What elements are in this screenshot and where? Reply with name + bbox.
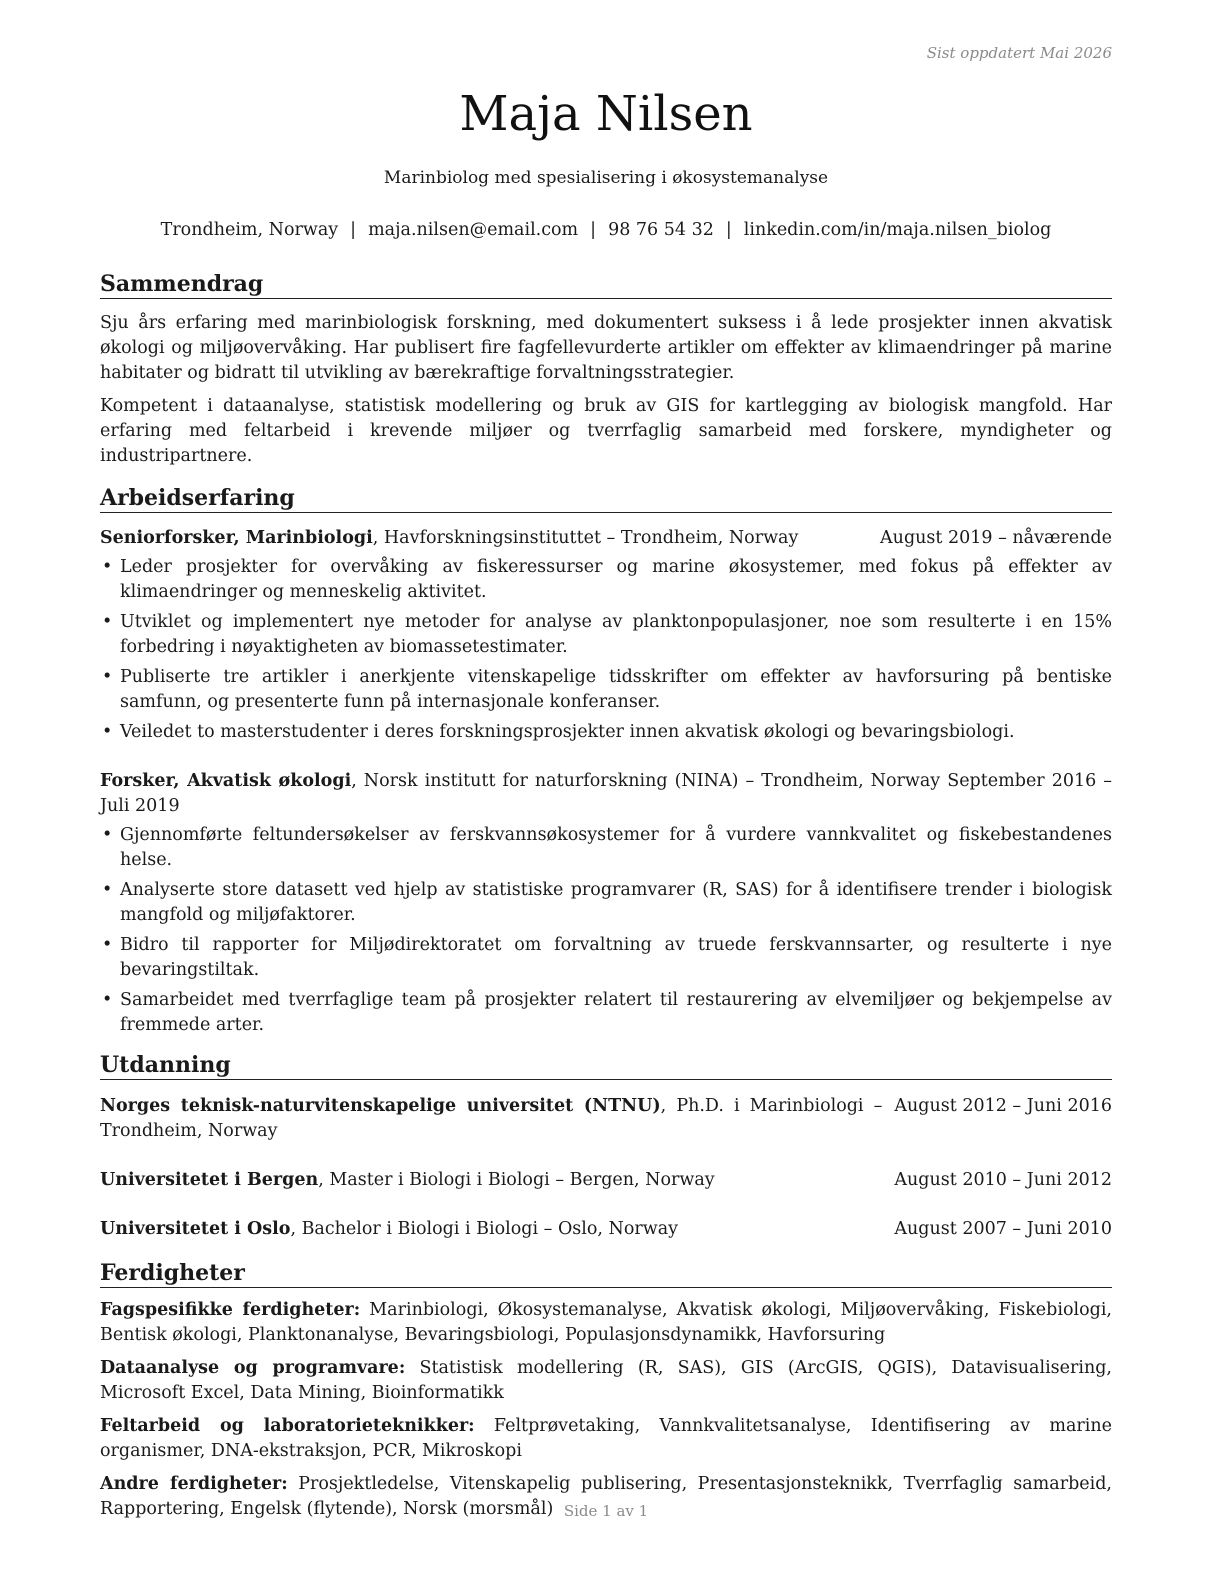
skill-group-label: Fagspesifikke ferdigheter: [100,1300,361,1320]
contact-separator: | [590,220,597,240]
contact-line [100,220,1112,240]
contact-separator: | [350,220,357,240]
summary-section [100,271,1112,469]
education-detail: , Bachelor i Biologi i Biologi – Oslo, Norway [290,1219,679,1239]
job-title-line [100,769,1112,819]
education-title-line [100,1094,894,1144]
resume-content [100,271,1112,1528]
education-school: Norges teknisk-naturvitenskapelige universitet (NTNU) [100,1096,661,1116]
education-dates: August 2012 – Juni 2016 [894,1096,1112,1116]
job-role: Seniorforsker, Marinbiologi [100,528,373,548]
list-item: • Utviklet og implementert nye metoder for analyse av planktonpopulasjoner, noe som resulterte i en 15% forbedring i nøyaktigheten av biomassetestimater. [100,610,1112,660]
skill-group-text: Marinbiologi, Økosystemanalyse, Akvatisk økologi, Miljøovervåking, Fiskebiologi, Bentisk økologi, Planktonanalyse, Bevaringsbiologi, Populasjonsdynamikk, Havforsuring [100,1300,1112,1345]
list-item: • Gjennomførte feltundersøkelser av ferskvannsøkosystemer for å vurdere vannkvalitet og fiskebestandenes helse. [100,823,1112,873]
section-title-experience: Arbeidserfaring [100,485,1112,513]
summary-paragraph: Kompetent i dataanalyse, statistisk modellering og bruk av GIS for kartlegging av biologisk mangfold. Har erfaring med feltarbeid i krevende miljøer og tverrfaglig samarbeid med forskere, myndigheter og industripartnere. [100,396,1112,466]
job-entry [100,526,1112,745]
job-organization: , Havforskningsinstituttet – Trondheim, Norway [372,528,799,548]
page-footer: Side 1 av 1 [563,1502,649,1520]
education-title-line [100,1168,894,1193]
education-school: Universitetet i Oslo [100,1219,291,1239]
education-dates: August 2010 – Juni 2012 [894,1170,1112,1190]
job-organization: , Norsk institutt for naturforskning (NINA) – Trondheim, Norway September 2016 – Juli 2019 [100,771,1112,816]
job-bullets [100,823,1112,1038]
contact-location: Trondheim, Norway [160,220,339,240]
contact-separator: | [725,220,732,240]
list-item: • Bidro til rapporter for Miljødirektoratet om forvaltning av truede ferskvannsarter, og resulterte i nye bevaringstiltak. [100,933,1112,983]
list-item: • Leder prosjekter for overvåking av fiskeressurser og marine økosystemer, med fokus på effekter av klimaendringer og menneskelig aktivitet. [100,555,1112,605]
skill-group-label: Dataanalyse og programvare: [100,1358,406,1378]
job-title-line [100,526,880,551]
skill-group-label: Andre ferdigheter: [100,1474,288,1494]
list-item: • Publiserte tre artikler i anerkjente vitenskapelige tidsskrifter om effekter av havforsuring på bentiske samfunn, og presenterte funn på internasjonale konferanser. [100,665,1112,715]
education-dates: August 2007 – Juni 2010 [894,1219,1112,1239]
section-title-summary: Sammendrag [100,271,1112,299]
section-title-education: Utdanning [100,1052,1112,1080]
contact-email[interactable]: maja.nilsen@email.com [368,220,579,240]
education-detail: , Master i Biologi i Biologi – Bergen, Norway [318,1170,715,1190]
skill-group-text: Prosjektledelse, Vitenskapelig publisering, Presentasjonsteknikk, Tverrfaglig samarbeid, Rapportering, Engelsk (flytende), Norsk (morsmål) [100,1474,1112,1519]
headline: Marinbiolog med spesialisering i økosystemanalyse [383,168,829,188]
skill-group [100,1414,1112,1464]
section-title-skills: Ferdigheter [100,1260,1112,1288]
list-item: • Veiledet to masterstudenter i deres forskningsprosjekter innen akvatisk økologi og bevaringsbiologi. [100,720,1112,745]
job-header [100,526,1112,551]
last-updated: Sist oppdatert Mai 2026 [926,44,1112,62]
job-role: Forsker, Akvatisk økologi [100,771,352,791]
education-detail: , Ph.D. i Marinbiologi – Trondheim, Norway [100,1096,883,1141]
resume-page [100,0,1112,1584]
page-title: Maja Nilsen [459,86,753,142]
job-header [100,769,1112,819]
skill-group [100,1356,1112,1406]
contact-linkedin[interactable]: linkedin.com/in/maja.nilsen_biolog [743,220,1052,240]
education-title-line [100,1217,894,1242]
education-entry [100,1094,1112,1144]
job-dates: August 2019 – nåværende [880,528,1112,548]
list-item: • Samarbeidet med tverrfaglige team på prosjekter relatert til restaurering av elvemiljøer og bekjempelse av fremmede arter. [100,988,1112,1038]
education-entry [100,1168,1112,1193]
job-bullets [100,555,1112,745]
contact-phone: 98 76 54 32 [608,220,714,240]
education-entry [100,1217,1112,1242]
education-school: Universitetet i Bergen [100,1170,319,1190]
skill-group [100,1298,1112,1348]
list-item: • Analyserte store datasett ved hjelp av statistiske programvarer (R, SAS) for å identifisere trender i biologisk mangfold og miljøfaktorer. [100,878,1112,928]
summary-paragraph: Sju års erfaring med marinbiologisk forskning, med dokumentert suksess i å lede prosjekter innen akvatisk økologi og miljøovervåking. Har publisert fire fagfellevurderte artikler om effekter av klimaendringer på marine habitater og bidratt til utvikling av bærekraftige forvaltningsstrategier. [100,313,1112,383]
skill-group-text: Feltprøvetaking, Vannkvalitetsanalyse, Identifisering av marine organismer, DNA-ekstraksjon, PCR, Mikroskopi [100,1416,1112,1461]
skills-section [100,1260,1112,1522]
skill-group-text: Statistisk modellering (R, SAS), GIS (ArcGIS, QGIS), Datavisualisering, Microsoft Excel, Data Mining, Bioinformatikk [100,1358,1112,1403]
experience-section [100,485,1112,1038]
education-section [100,1052,1112,1242]
skill-group-label: Feltarbeid og laboratorieteknikker: [100,1416,475,1436]
job-entry [100,769,1112,1038]
